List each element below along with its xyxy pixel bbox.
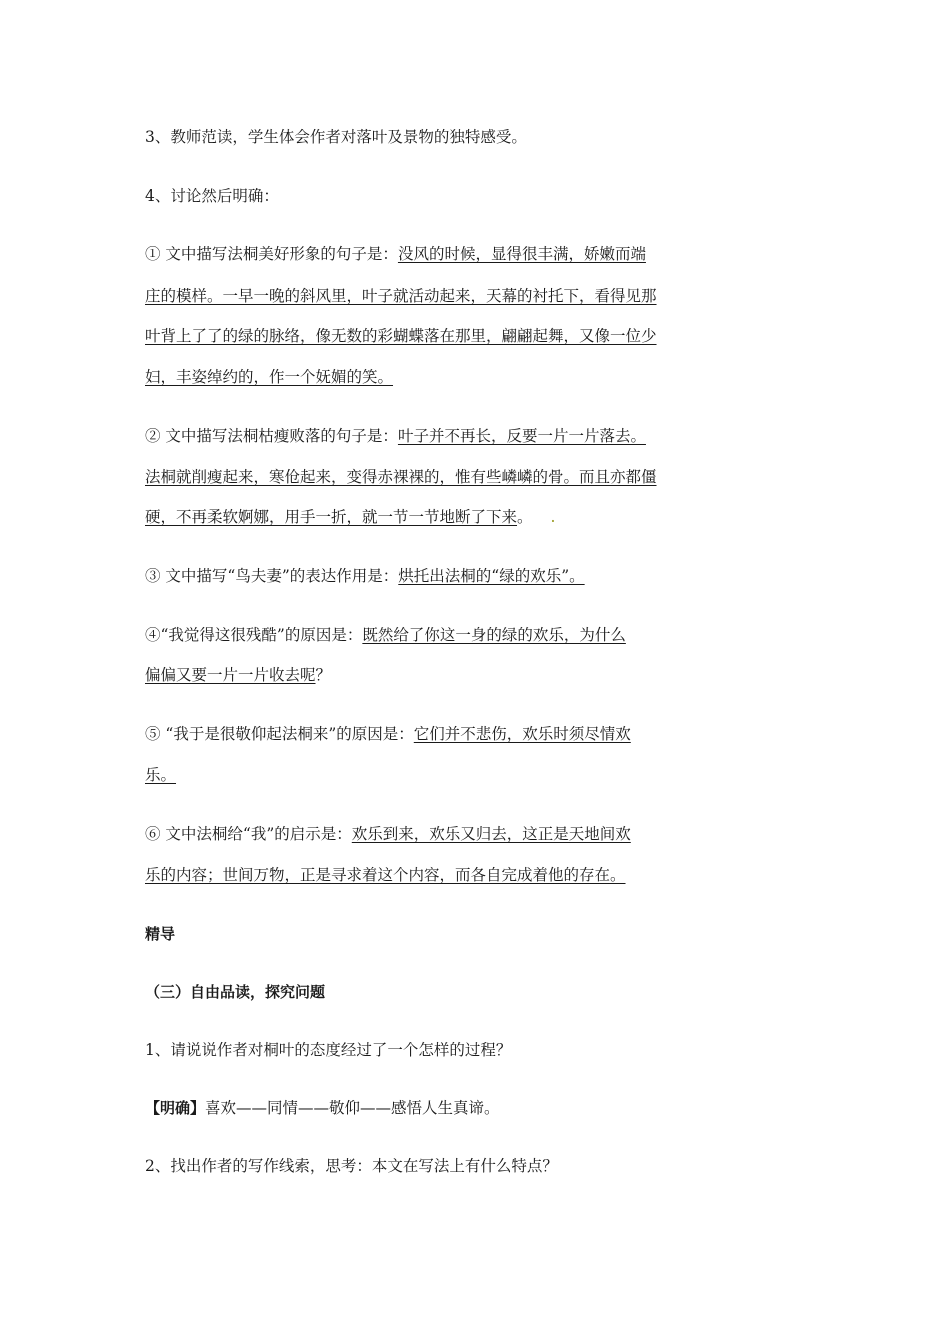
item-4-line-2: [145, 664, 331, 686]
item-2-answer-3: 硬，不再柔软婀娜，用手一折，就一节一节地断了下来: [145, 508, 518, 526]
item-5-answer-2: 乐。: [145, 766, 177, 784]
item-2-lead: ② 文中描写法桐枯瘦败落的句子是：: [145, 427, 398, 445]
item-2-answer-1: 叶子并不再长，反要一片一片落去。: [397, 427, 646, 445]
item-1-answer-4: 妇，丰姿绰约的，作一个妩媚的笑。: [145, 368, 394, 386]
heading-section-three: （三）自由品读，探究问题: [145, 983, 326, 1001]
item-1-answer-3: 叶背上了了的绿的脉络，像无数的彩蝴蝶落在那里，翩翩起舞，又像一位少: [145, 327, 657, 345]
item-1-line-3: [145, 325, 657, 347]
stray-mark: .: [550, 508, 556, 526]
paragraph-4: 4、讨论然后明确：: [145, 187, 279, 205]
item-6-line-1: [145, 823, 631, 845]
item-5-line-1: [145, 723, 631, 745]
answer-text: 喜欢——同情——敬仰——感悟人生真谛。: [205, 1099, 500, 1117]
item-4-line-1: [145, 624, 626, 646]
item-1-answer-2: 庄的模样。一早一晚的斜风里，叶子就活动起来，天幕的衬托下，看得见那: [145, 287, 657, 305]
item-6-answer-2: 乐的内容；世间万物，正是寻求着这个内容，而各自完成着他的存在。: [145, 866, 626, 884]
item-4-lead: ④“我觉得这很残酷”的原因是：: [145, 626, 363, 644]
item-5-line-2: [145, 764, 176, 786]
answer-label: 【明确】: [145, 1099, 206, 1117]
item-1-line-1: [145, 243, 646, 265]
item-1-answer-1: 没风的时候，显得很丰满，娇嫩而端: [397, 245, 646, 263]
item-2-line-2: [145, 466, 657, 488]
item-1-line-2: [145, 285, 657, 307]
item-3-line-1: [145, 565, 585, 587]
item-4-answer-2: 偏偏又要一片一片收去呢: [145, 666, 316, 684]
item-6-answer-1: 欢乐到来，欢乐又归去，这正是天地间欢: [351, 825, 631, 843]
item-1-lead: ① 文中描写法桐美好形象的句子是：: [145, 245, 398, 263]
paragraph-3: 3、教师范读，学生体会作者对落叶及景物的独特感受。: [145, 128, 527, 146]
item-2-line-1: [145, 425, 646, 447]
item-6-lead: ⑥ 文中法桐给“我”的启示是：: [145, 825, 352, 843]
item-5-lead: ⑤ “我于是很敬仰起法桐来”的原因是：: [145, 725, 414, 743]
item-4-question-mark: ？: [315, 666, 332, 684]
item-3-lead: ③ 文中描写“鸟夫妻”的表达作用是：: [145, 567, 399, 585]
item-5-answer-1: 它们并不悲伤，欢乐时须尽情欢: [413, 725, 631, 743]
answer-line: [145, 1097, 500, 1119]
item-2-answer-2: 法桐就削瘦起来，寒伧起来，变得赤裸裸的，惟有些嶙嶙的骨。而且亦都僵: [145, 468, 657, 486]
heading-jingdao: 精导: [145, 925, 176, 943]
question-1: 1、请说说作者对桐叶的态度经过了一个怎样的过程？: [145, 1041, 512, 1059]
question-2: 2、找出作者的写作线索，思考：本文在写法上有什么特点？: [145, 1157, 558, 1175]
item-1-line-4: [145, 366, 393, 388]
item-6-line-2: [145, 864, 626, 886]
item-4-answer-1: 既然给了你这一身的绿的欢乐，为什么: [362, 626, 626, 644]
item-3-answer-1: 烘托出法桐的“绿的欢乐”。: [398, 567, 585, 585]
item-2-period: 。: [517, 508, 533, 526]
item-2-line-3: [145, 506, 555, 528]
